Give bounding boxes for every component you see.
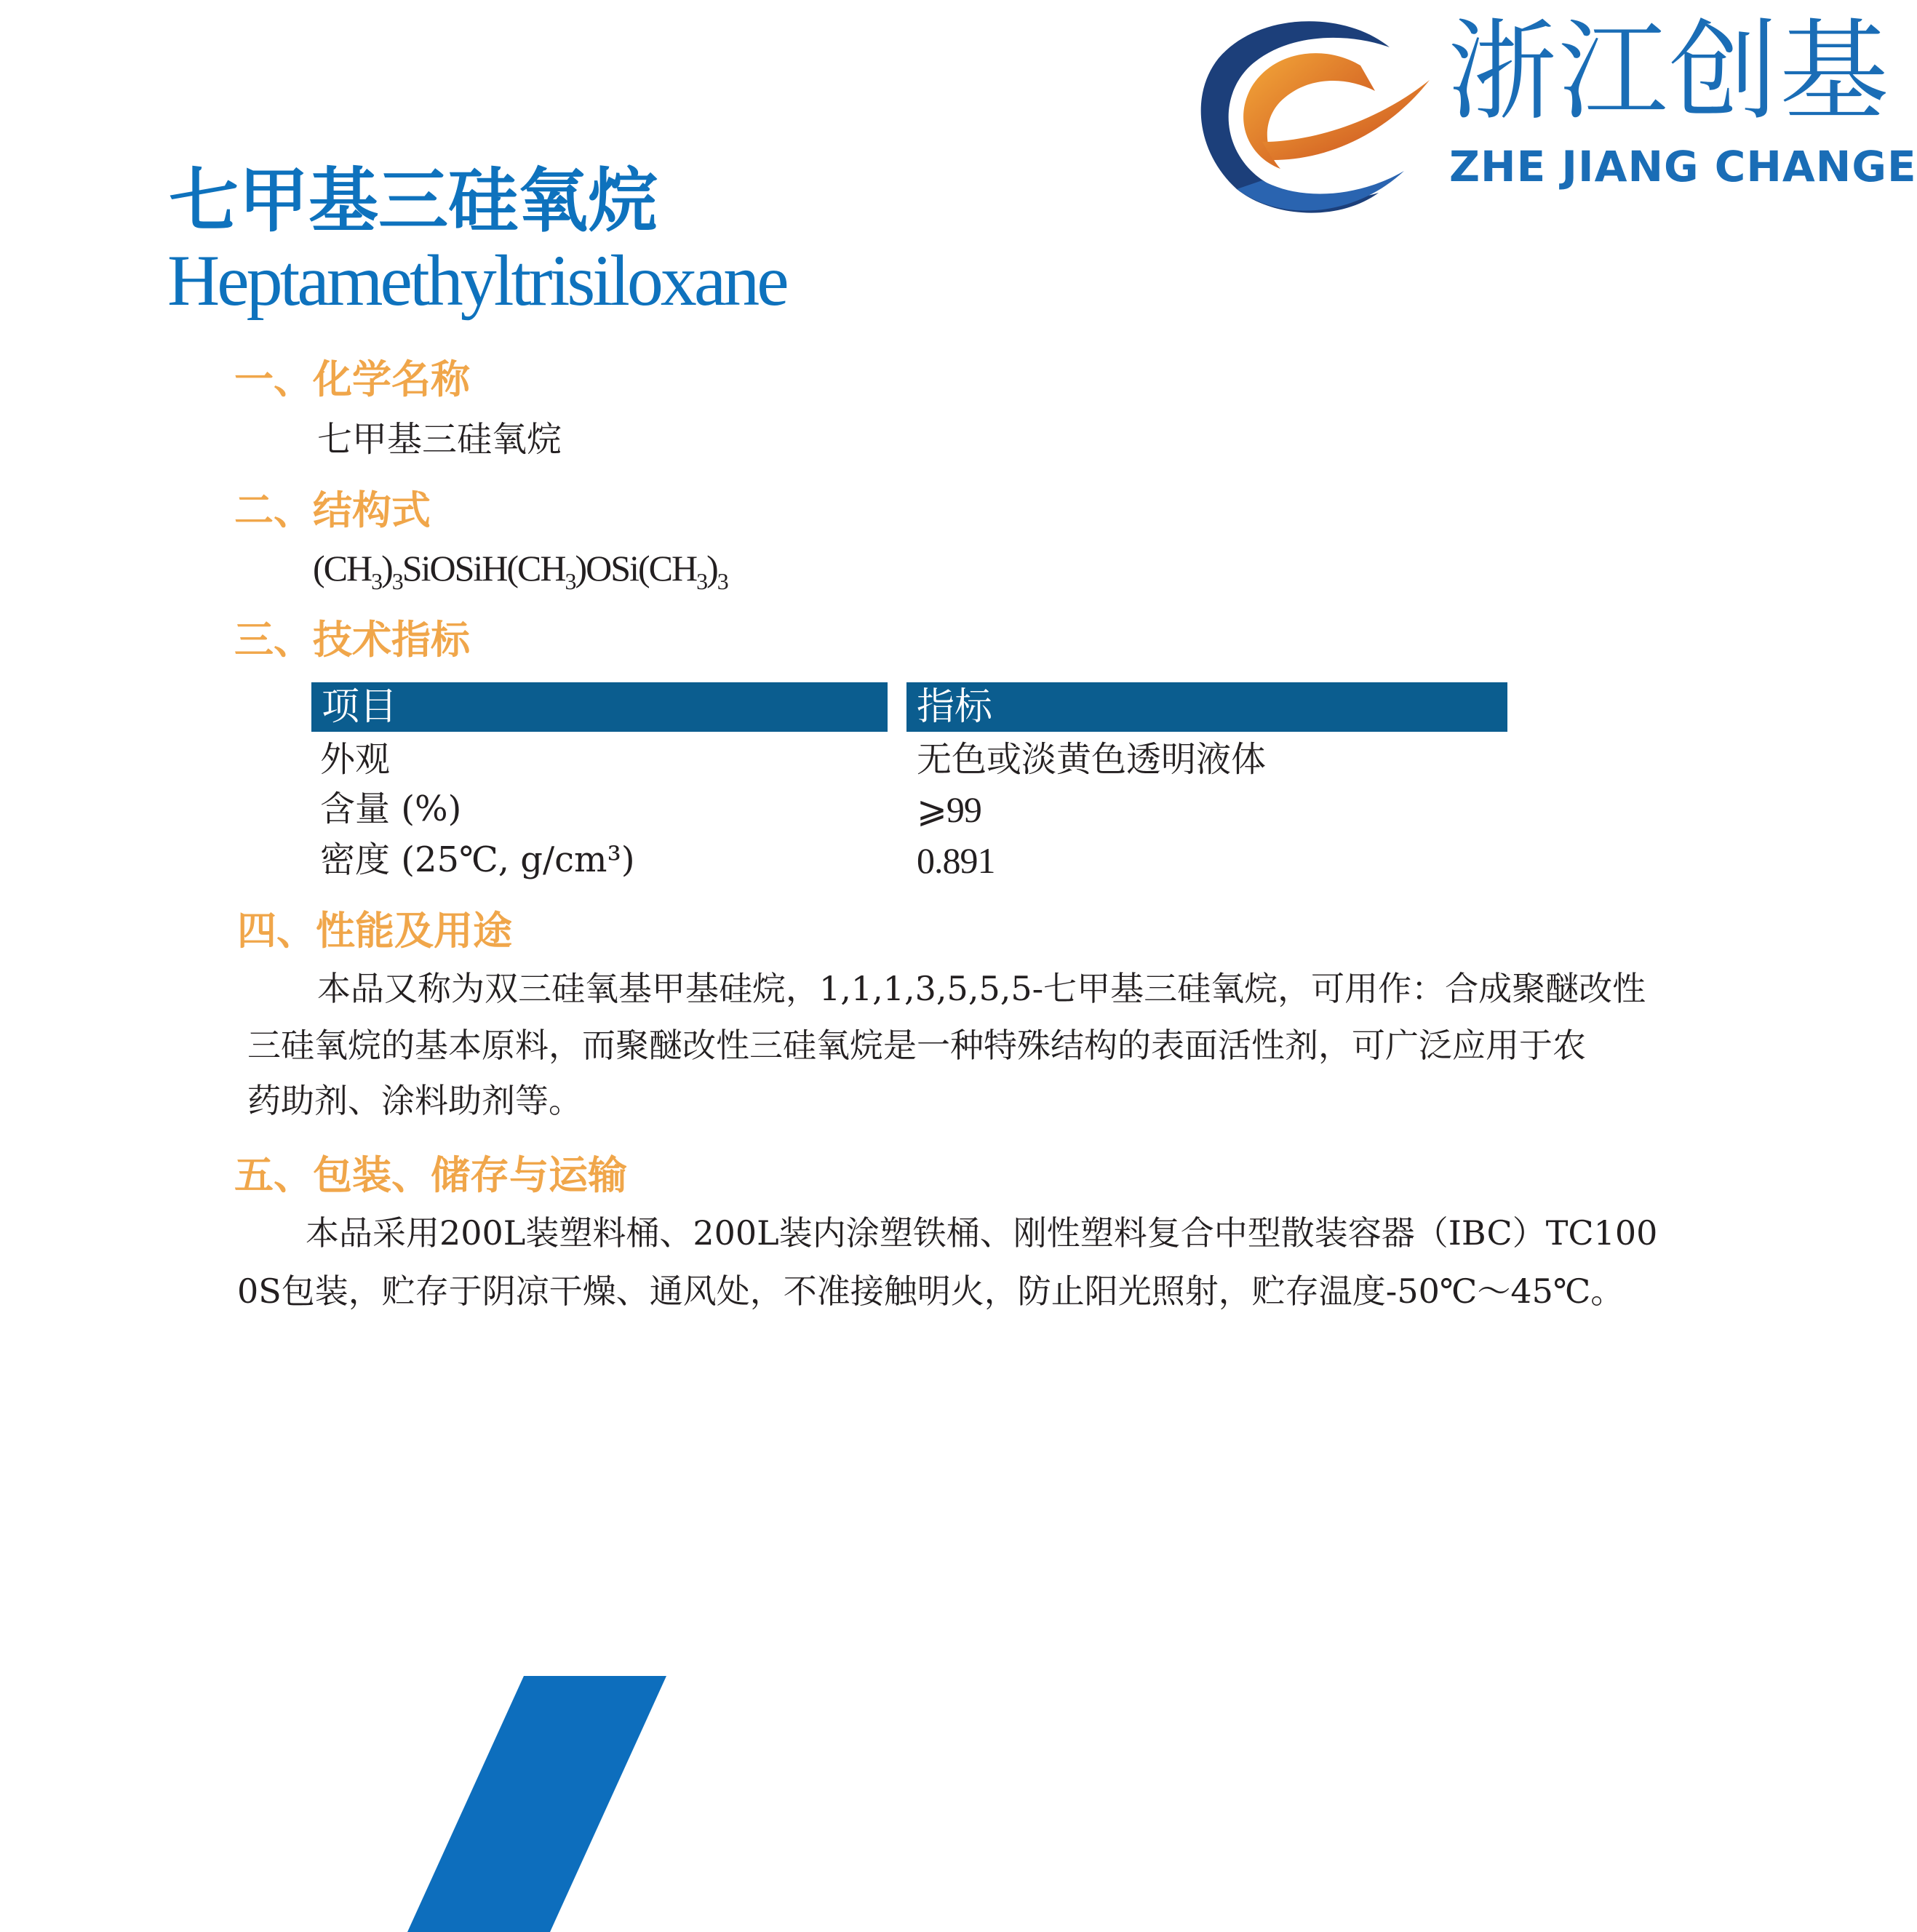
table-cell-value: ⩾99 — [917, 789, 981, 830]
product-title-english: Heptamethyltrisiloxane — [167, 240, 786, 321]
section-heading-usage: 四、性能及用途 — [237, 907, 512, 954]
section-heading-packaging: 五、包装、储存与运输 — [234, 1151, 627, 1198]
table-cell-item: 密度 (25℃, g/cm³) — [320, 839, 635, 880]
packaging-paragraph-line: 0S包装，贮存于阴凉干燥、通风处，不准接触明火，防止阳光照射，贮存温度-50℃～45℃。 — [237, 1272, 1625, 1311]
packaging-paragraph-line: 本品采用200L装塑料桶、200L装内涂塑铁桶、刚性塑料复合中型散装容器（IBC）TC100 — [306, 1213, 1658, 1253]
usage-paragraph-line: 三硅氧烷的基本原料，而聚醚改性三硅氧烷是一种特殊结构的表面活性剂，可广泛应用于农 — [247, 1026, 1586, 1065]
product-title-chinese: 七甲基三硅氧烷 — [169, 160, 658, 242]
table-cell-value: 0.891 — [917, 840, 995, 881]
section-heading-structure: 二、结构式 — [234, 487, 431, 533]
section-heading-specifications: 三、技术指标 — [234, 616, 470, 663]
company-logo-icon — [1193, 15, 1433, 218]
table-cell-value: 无色或淡黄色透明液体 — [917, 739, 1267, 780]
table-header-item: 项目 — [311, 682, 888, 732]
structural-formula: $(CH_3)_3SiOSiH(CH_3)OSi(CH_3)_3$ — [313, 548, 728, 594]
usage-paragraph-line: 本品又称为双三硅氧基甲基硅烷，1,1,1,3,5,5,5-七甲基三硅氧烷，可用作：合成聚醚改性 — [317, 969, 1646, 1008]
table-cell-item: 外观 — [320, 739, 391, 780]
usage-paragraph-line: 药助剂、涂料助剂等。 — [247, 1081, 582, 1120]
table-header-value: 指标 — [906, 682, 1507, 732]
table-cell-item: 含量 (%) — [320, 789, 462, 829]
chemical-name-text: 七甲基三硅氧烷 — [317, 419, 562, 460]
logo-chinese-name: 浙江创基 — [1448, 9, 1891, 135]
section-heading-chemical-name: 一、化学名称 — [234, 356, 470, 402]
logo-english-name: ZHE JIANG CHANGE — [1449, 142, 1917, 191]
